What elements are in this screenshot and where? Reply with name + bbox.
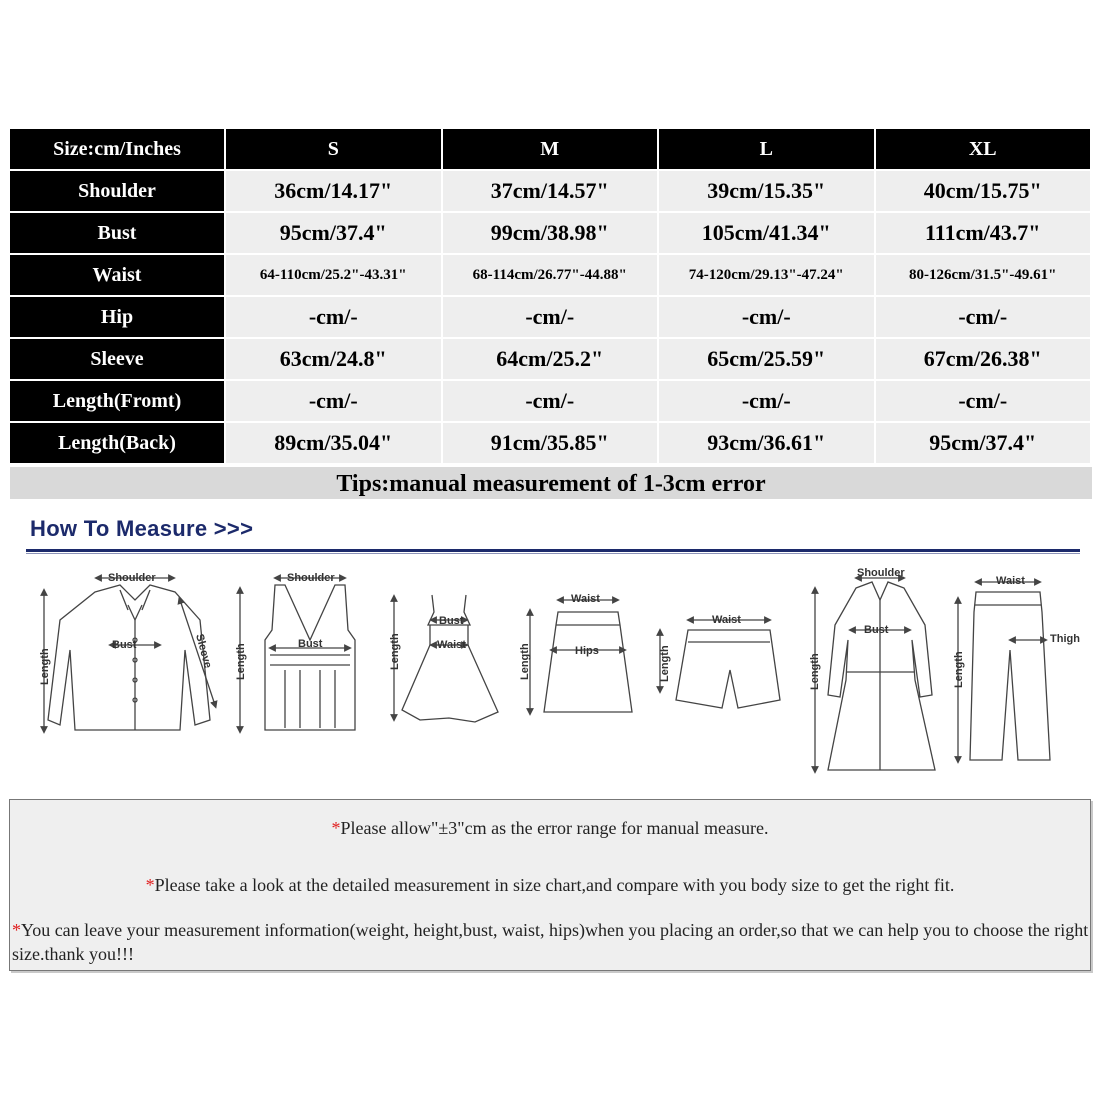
table-cell: 89cm/35.04"	[226, 423, 441, 463]
label-length-3: Length	[389, 633, 401, 670]
label-bust-2: Bust	[298, 638, 323, 650]
table-cell: 74-120cm/29.13"-47.24"	[659, 255, 874, 295]
table-cell: -cm/-	[443, 381, 658, 421]
label-sleeve-1: Sleeve	[193, 632, 214, 670]
table-cell: 67cm/26.38"	[876, 339, 1091, 379]
size-chart-table	[8, 127, 1092, 465]
how-to-measure-title: How To Measure >>>	[30, 516, 254, 541]
asterisk-1: *	[331, 818, 341, 838]
row-label: Bust	[10, 213, 224, 253]
table-row	[10, 381, 1090, 421]
row-label: Waist	[10, 255, 224, 295]
label-bust-3: Bust	[439, 615, 464, 627]
table-cell: -cm/-	[876, 381, 1091, 421]
shorts-diagram	[659, 614, 780, 708]
header-cell-xl: XL	[876, 129, 1091, 169]
label-shoulder-1: Shoulder	[108, 572, 156, 584]
table-cell: 105cm/41.34"	[659, 213, 874, 253]
label-thigh-7: Thigh	[1050, 633, 1080, 645]
header-cell-m: M	[443, 129, 658, 169]
table-cell: 68-114cm/26.77"-44.88"	[443, 255, 658, 295]
table-row	[10, 171, 1090, 211]
row-label: Length(Fromt)	[10, 381, 224, 421]
table-cell: 40cm/15.75"	[876, 171, 1091, 211]
note-check-chart-text: Please take a look at the detailed measurement in size chart,and compare with you body size to get the right fit.	[154, 875, 955, 895]
vest-diagram	[235, 572, 355, 730]
header-cell-size: Size:cm/Inches	[10, 129, 224, 169]
table-cell: 91cm/35.85"	[443, 423, 658, 463]
table-row	[10, 423, 1090, 463]
label-shoulder-6: Shoulder	[857, 567, 905, 579]
note-error-range-text: Please allow"±3"cm as the error range for manual measure.	[340, 818, 769, 838]
note-check-chart	[10, 875, 1090, 896]
table-header-row	[10, 129, 1090, 169]
label-bust-1: Bust	[112, 639, 137, 651]
table-cell: 99cm/38.98"	[443, 213, 658, 253]
tips-banner: Tips:manual measurement of 1-3cm error	[10, 467, 1092, 499]
asterisk-3: *	[12, 920, 21, 940]
dress-diagram	[389, 595, 498, 722]
table-cell: 63cm/24.8"	[226, 339, 441, 379]
measurement-illustrations	[0, 560, 1100, 780]
table-cell: 95cm/37.4"	[226, 213, 441, 253]
header-cell-l: L	[659, 129, 874, 169]
label-length-4: Length	[519, 643, 531, 680]
header-cell-s: S	[226, 129, 441, 169]
table-cell: 64cm/25.2"	[443, 339, 658, 379]
label-length-2: Length	[235, 643, 247, 680]
table-cell: -cm/-	[659, 297, 874, 337]
table-cell: 95cm/37.4"	[876, 423, 1091, 463]
asterisk-2: *	[145, 875, 155, 895]
row-label: Hip	[10, 297, 224, 337]
table-cell: -cm/-	[659, 381, 874, 421]
table-cell: 64-110cm/25.2"-43.31"	[226, 255, 441, 295]
label-hips-4: Hips	[575, 645, 599, 657]
table-row	[10, 255, 1090, 295]
label-bust-6: Bust	[864, 624, 889, 636]
label-waist-3: Waist	[437, 639, 466, 651]
label-length-1: Length	[39, 648, 51, 685]
trousers-diagram	[953, 575, 1080, 760]
label-waist-7: Waist	[996, 575, 1025, 587]
title-underline	[26, 549, 1080, 552]
table-cell: 39cm/15.35"	[659, 171, 874, 211]
table-row	[10, 339, 1090, 379]
table-cell: -cm/-	[876, 297, 1091, 337]
blouse-diagram	[39, 572, 215, 730]
label-waist-5: Waist	[712, 614, 741, 626]
note-leave-measurements-text: You can leave your measurement information(weight, height,bust, waist, hips)when you placing an order,so that we can help you to choose the right size.thank you!!!	[12, 920, 1089, 964]
title-underline-shadow	[26, 553, 1080, 554]
table-cell: -cm/-	[443, 297, 658, 337]
label-length-6: Length	[809, 653, 821, 690]
label-waist-4: Waist	[571, 593, 600, 605]
label-length-5: Length	[659, 645, 671, 682]
table-cell: -cm/-	[226, 297, 441, 337]
table-cell: 93cm/36.61"	[659, 423, 874, 463]
notes-box	[9, 799, 1091, 971]
row-label: Sleeve	[10, 339, 224, 379]
table-cell: 111cm/43.7"	[876, 213, 1091, 253]
table-cell: 36cm/14.17"	[226, 171, 441, 211]
label-length-7: Length	[953, 651, 965, 688]
table-row	[10, 297, 1090, 337]
label-shoulder-2: Shoulder	[287, 572, 335, 584]
note-leave-measurements	[12, 918, 1090, 966]
note-error-range	[10, 818, 1090, 839]
table-cell: 65cm/25.59"	[659, 339, 874, 379]
skirt-diagram	[519, 593, 632, 712]
coat-diagram	[809, 567, 935, 770]
table-cell: 80-126cm/31.5"-49.61"	[876, 255, 1091, 295]
row-label: Length(Back)	[10, 423, 224, 463]
table-row	[10, 213, 1090, 253]
row-label: Shoulder	[10, 171, 224, 211]
table-cell: -cm/-	[226, 381, 441, 421]
table-cell: 37cm/14.57"	[443, 171, 658, 211]
